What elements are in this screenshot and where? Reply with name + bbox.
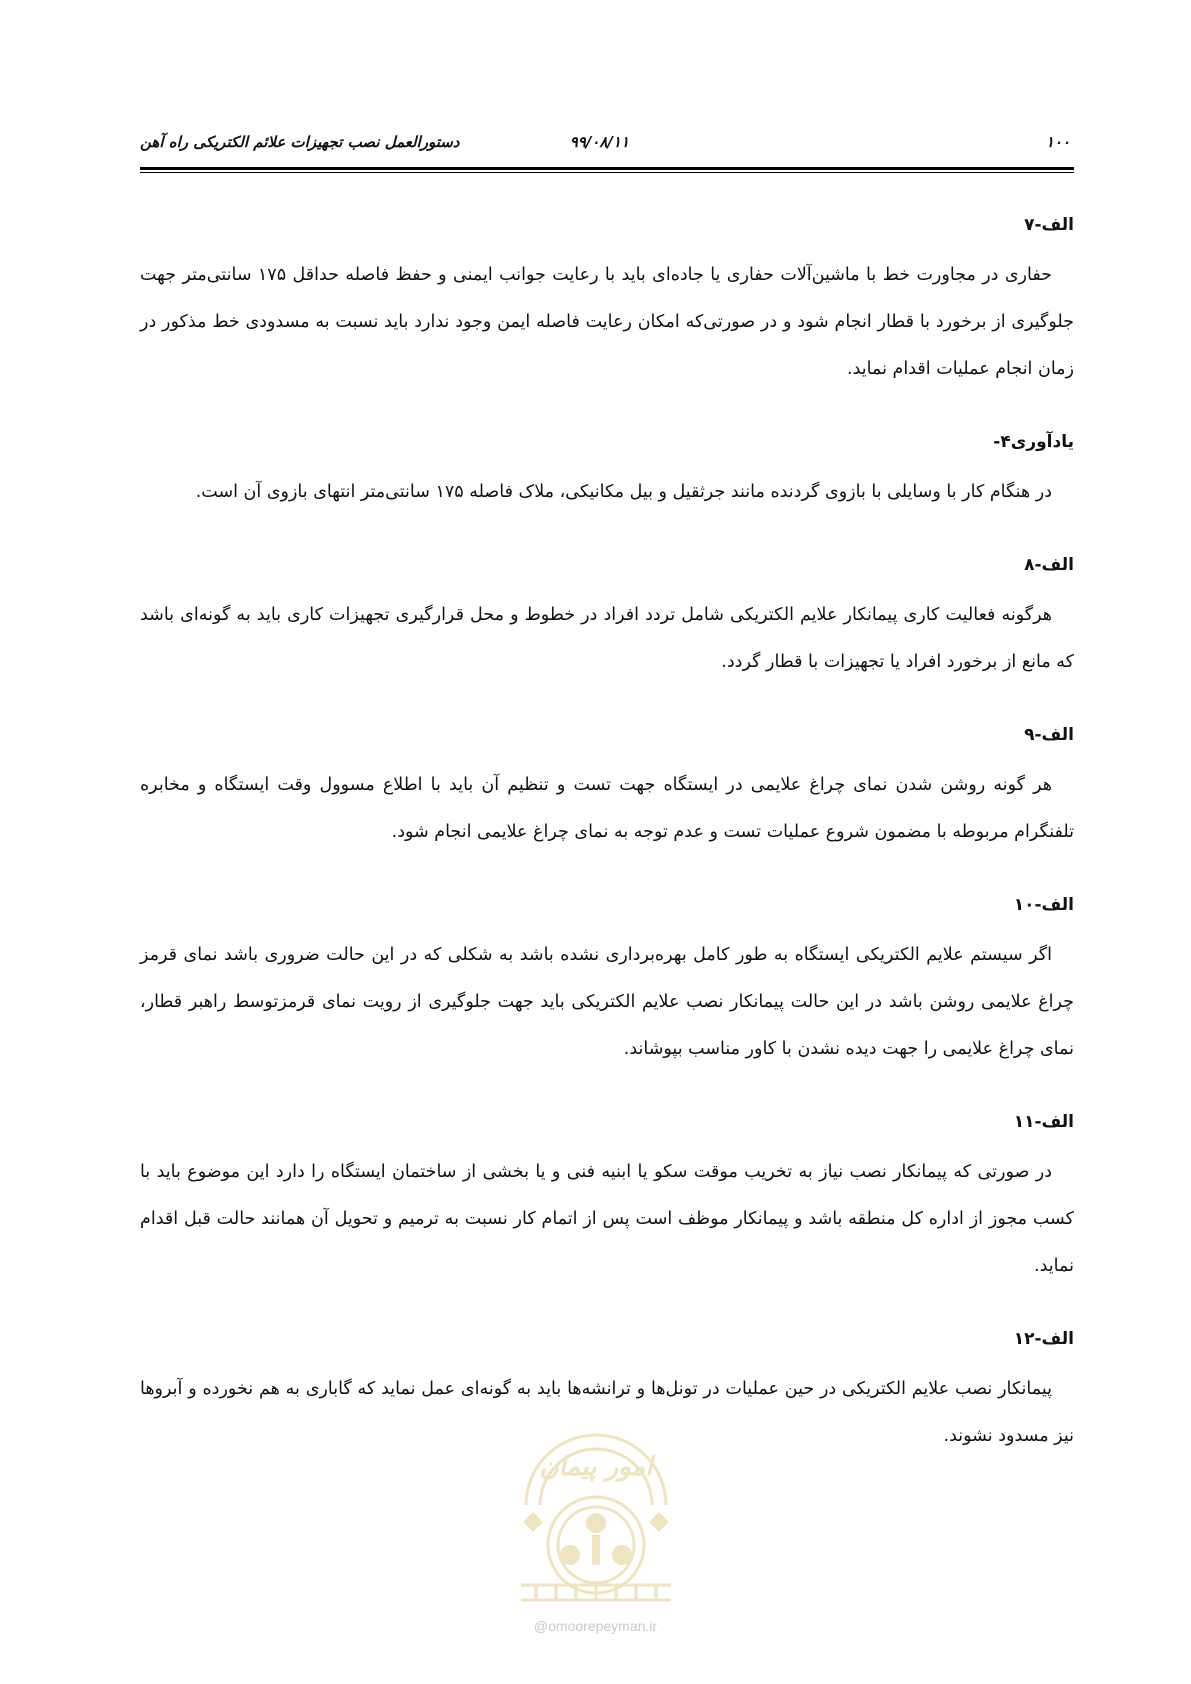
section-paragraph: در صورتی که پیمانکار نصب نیاز به تخریب موقت سکو یا ابنیه فنی و یا بخشی از ساختمان ایستگاه را دارد این موضوع باید با کسب مجوز از اداره کل منطقه باشد و پیمانکار موظف است پس از اتمام کار نسبت به ترمیم و تحویل آن همانند حالت قبل اقدام نماید.: [140, 1162, 1074, 1276]
header-date: ۹۹/۰۸/۱۱: [569, 133, 629, 151]
header-rule-thick: [140, 167, 1074, 170]
document-title: دستورالعمل نصب تجهیزات علائم الکتریکی راه آهن: [140, 133, 460, 151]
section-paragraph: حفاری در مجاورت خط با ماشین‌آلات حفاری یا جاده‌ای باید با رعایت جوانب ایمنی و حفظ فاصله حداقل ۱۷۵ سانتی‌متر جهت جلوگیری از برخورد با قطار انجام شود و در صورتی‌که امکان رعایت فاصله ایمن وجود ندارد باید نسبت به مسدودی خط مذکور در زمان انجام عملیات اقدام نماید.: [140, 265, 1074, 379]
watermark-url: @omoorepeyman.ir: [533, 1618, 658, 1634]
section-heading: الف-۱۱: [1013, 1112, 1074, 1132]
section-reminder-4: [140, 429, 1074, 516]
section-heading: الف-۱۰: [1013, 895, 1074, 915]
section-paragraph: اگر سیستم علایم الکتریکی ایستگاه به طور کامل بهره‌برداری نشده باشد به شکلی که در این حالت ضروری باشد نمای قرمز چراغ علایمی روشن باشد در این حالت پیمانکار نصب علایم الکتریکی باید جهت جلوگیری از رویت نمای قرمزتوسط راهبر قطار، نمای چراغ علایمی را جهت دیده نشدن با کاور مناسب بپوشاند.: [140, 945, 1074, 1059]
section-alef-11: [140, 1109, 1074, 1290]
section-alef-7: [140, 212, 1074, 393]
section-heading: الف-۱۲: [1013, 1329, 1074, 1349]
section-heading: یادآوری۴-: [993, 432, 1074, 452]
section-paragraph: در هنگام کار با وسایلی با بازوی گردنده مانند جرثقیل و بیل مکانیکی، ملاک فاصله ۱۷۵ سانتی‌متر انتهای بازوی آن است.: [195, 482, 1052, 502]
document-body: [140, 212, 1074, 1496]
page-header: [140, 122, 1074, 172]
section-heading: الف-۸: [1024, 555, 1074, 575]
section-heading: الف-۹: [1024, 725, 1074, 745]
omoore-peyman-seal-icon: [496, 1395, 696, 1605]
section-paragraph: هرگونه فعالیت کاری پیمانکار علایم الکتریکی شامل تردد افراد در خطوط و محل قرارگیری تجهیزات کاری باید به گونه‌ای باشد که مانع از برخورد افراد یا تجهیزات با قطار گردد.: [140, 605, 1074, 672]
section-alef-8: [140, 552, 1074, 686]
header-rule-thin: [140, 172, 1074, 173]
section-alef-10: [140, 892, 1074, 1073]
section-alef-9: [140, 722, 1074, 856]
section-heading: الف-۷: [1024, 215, 1074, 235]
section-paragraph: هر گونه روشن شدن نمای چراغ علایمی در ایستگاه جهت تست و تنظیم آن باید با اطلاع مسوول وقت ایستگاه و مخابره تلفنگرام مربوطه با مضمون شروع عملیات تست و عدم توجه به نمای چراغ علایمی انجام شود.: [140, 775, 1074, 842]
watermark-logo-text: امور پیمان: [539, 1452, 653, 1482]
page-number: ۱۰۰: [1045, 133, 1070, 151]
section-paragraph: پیمانکار نصب علایم الکتریکی در حین عملیات در تونل‌ها و ترانشه‌ها باید به گونه‌ای عمل نماید که گاباری به هم نخورده و آبروها نیز مسدود نشوند.: [140, 1379, 1074, 1446]
